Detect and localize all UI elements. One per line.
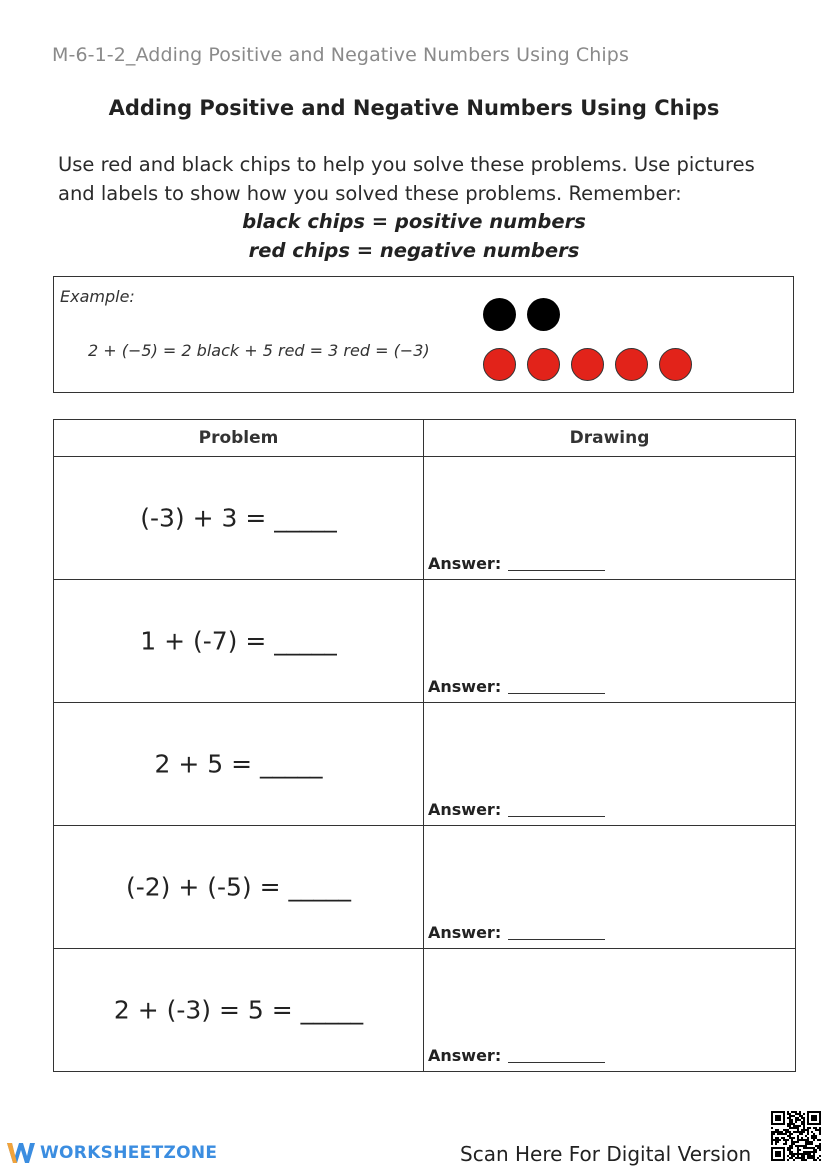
answer-label: Answer: xyxy=(428,800,502,819)
problem-cell xyxy=(54,580,424,703)
brand-name xyxy=(40,1143,217,1163)
answer-blank[interactable] xyxy=(508,815,605,817)
problems-table xyxy=(53,419,796,1072)
drawing-cell[interactable] xyxy=(424,826,796,949)
answer-label: Answer: xyxy=(428,554,502,573)
problem-text: 2 + (-3) = 5 = _____ xyxy=(113,995,364,1025)
table-header-row xyxy=(54,420,796,457)
table-row xyxy=(54,949,796,1072)
red-chip xyxy=(571,348,604,381)
problem-cell xyxy=(54,826,424,949)
answer-line xyxy=(428,554,605,573)
red-chip xyxy=(615,348,648,381)
problem-cell xyxy=(54,703,424,826)
answer-blank[interactable] xyxy=(508,692,605,694)
table-row xyxy=(54,580,796,703)
example-box xyxy=(53,276,794,393)
rule-red-chips: red chips = negative numbers xyxy=(248,239,580,262)
red-chip xyxy=(527,348,560,381)
problem-text: (-3) + 3 = _____ xyxy=(140,503,337,533)
answer-blank[interactable] xyxy=(508,938,605,940)
qr-code-icon[interactable] xyxy=(771,1111,821,1161)
black-chip xyxy=(527,298,560,331)
answer-line xyxy=(428,923,605,942)
scan-instruction: Scan Here For Digital Version xyxy=(460,1142,752,1166)
problem-text: 2 + 5 = _____ xyxy=(154,749,323,779)
worksheetzone-logo[interactable] xyxy=(6,1140,217,1166)
table-row xyxy=(54,826,796,949)
problem-cell xyxy=(54,457,424,580)
answer-label: Answer: xyxy=(428,677,502,696)
answer-blank[interactable] xyxy=(508,569,605,571)
answer-label: Answer: xyxy=(428,1046,502,1065)
red-chip xyxy=(659,348,692,381)
page-title: Adding Positive and Negative Numbers Using Chips xyxy=(108,96,720,120)
answer-label: Answer: xyxy=(428,923,502,942)
brand-zone: ZONE xyxy=(163,1143,218,1163)
drawing-cell[interactable] xyxy=(424,949,796,1072)
answer-line xyxy=(428,1046,605,1065)
answer-line xyxy=(428,800,605,819)
red-chip xyxy=(483,348,516,381)
table-row xyxy=(54,703,796,826)
rule-black-chips: black chips = positive numbers xyxy=(242,210,586,233)
drawing-cell[interactable] xyxy=(424,580,796,703)
instructions-text: Use red and black chips to help you solve these problems. Use pictures and labels to show how you solved these problems. Remember: xyxy=(58,153,755,205)
black-chip xyxy=(483,298,516,331)
header-problem: Problem xyxy=(54,420,424,457)
drawing-cell[interactable] xyxy=(424,703,796,826)
answer-line xyxy=(428,677,605,696)
brand-worksheet: WORKSHEET xyxy=(40,1143,164,1163)
example-label: Example: xyxy=(60,287,135,306)
document-code: M-6-1-2_Adding Positive and Negative Numbers Using Chips xyxy=(52,44,629,66)
answer-blank[interactable] xyxy=(508,1061,605,1063)
example-equation: 2 + (−5) = 2 black + 5 red = 3 red = (−3) xyxy=(88,341,430,360)
problem-cell xyxy=(54,949,424,1072)
header-drawing: Drawing xyxy=(424,420,796,457)
problem-text: (-2) + (-5) = _____ xyxy=(125,872,352,902)
table-row xyxy=(54,457,796,580)
problem-text: 1 + (-7) = _____ xyxy=(140,626,337,656)
worksheetzone-w-icon xyxy=(6,1140,36,1166)
drawing-cell[interactable] xyxy=(424,457,796,580)
